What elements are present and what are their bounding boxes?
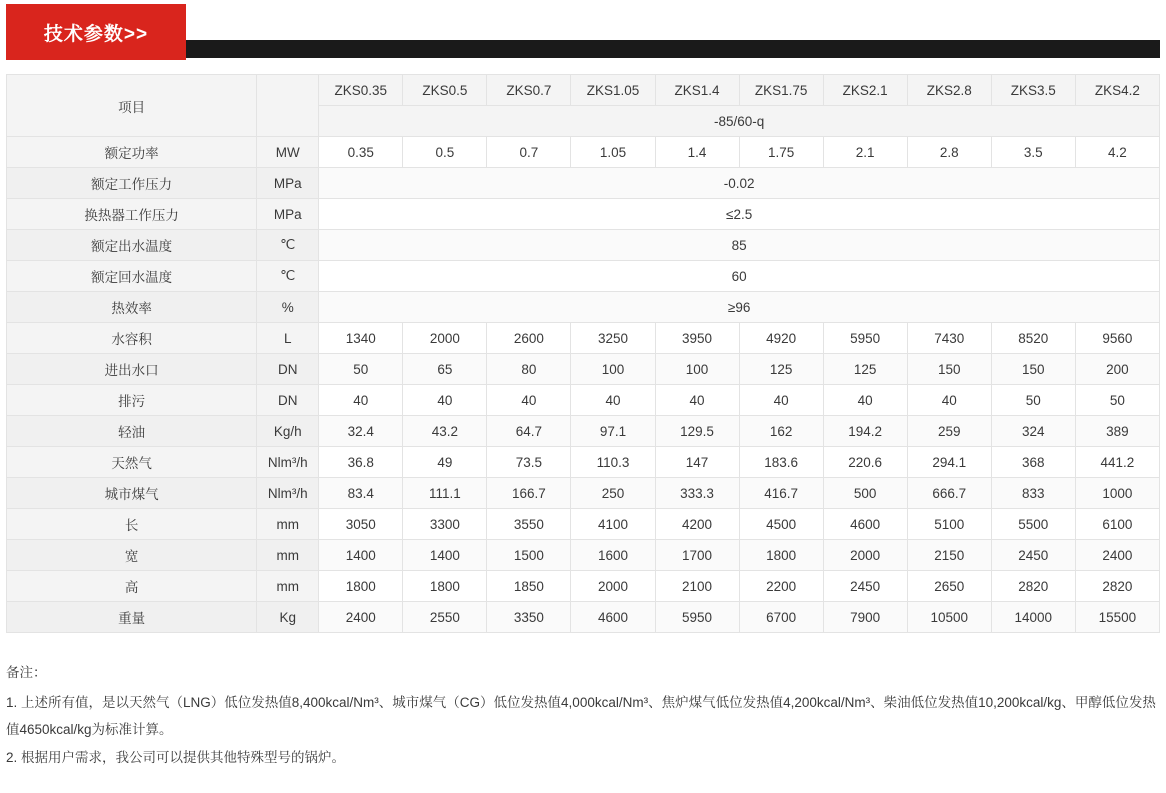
row-value: 150	[907, 354, 991, 385]
column-header-model: ZKS2.1	[823, 75, 907, 106]
row-value: 65	[403, 354, 487, 385]
row-value: 2820	[1075, 571, 1159, 602]
table-row	[7, 540, 1160, 571]
row-value: 80	[487, 354, 571, 385]
row-value: 2550	[403, 602, 487, 633]
row-value: 2150	[907, 540, 991, 571]
row-value: 2400	[319, 602, 403, 633]
row-value: 129.5	[655, 416, 739, 447]
row-unit: DN	[257, 385, 319, 416]
series-label-cell: -85/60-q	[319, 106, 1160, 137]
row-label: 换热器工作压力	[7, 199, 257, 230]
table-row	[7, 137, 1160, 168]
table-row	[7, 416, 1160, 447]
column-header-model: ZKS2.8	[907, 75, 991, 106]
row-value: 7900	[823, 602, 907, 633]
row-unit: Nlm³/h	[257, 447, 319, 478]
table-row	[7, 385, 1160, 416]
row-value: 97.1	[571, 416, 655, 447]
row-value: 500	[823, 478, 907, 509]
row-value: 0.5	[403, 137, 487, 168]
table-row	[7, 323, 1160, 354]
row-unit: mm	[257, 509, 319, 540]
row-value: 4500	[739, 509, 823, 540]
row-unit: Nlm³/h	[257, 478, 319, 509]
row-value: 4.2	[1075, 137, 1159, 168]
row-value: 162	[739, 416, 823, 447]
table-row	[7, 261, 1160, 292]
row-value: 833	[991, 478, 1075, 509]
row-value: 294.1	[907, 447, 991, 478]
row-value: 1.75	[739, 137, 823, 168]
row-label: 排污	[7, 385, 257, 416]
row-value: 0.7	[487, 137, 571, 168]
column-header-model: ZKS1.05	[571, 75, 655, 106]
row-value: 5950	[823, 323, 907, 354]
row-value: 3550	[487, 509, 571, 540]
row-label: 额定功率	[7, 137, 257, 168]
row-value: 43.2	[403, 416, 487, 447]
row-value: 1000	[1075, 478, 1159, 509]
row-value: 3350	[487, 602, 571, 633]
row-label: 城市煤气	[7, 478, 257, 509]
row-value: 2450	[991, 540, 1075, 571]
row-value: 40	[907, 385, 991, 416]
row-value: 2100	[655, 571, 739, 602]
row-value: 220.6	[823, 447, 907, 478]
row-value: 125	[823, 354, 907, 385]
row-unit: %	[257, 292, 319, 323]
row-value: 2650	[907, 571, 991, 602]
row-value: 5950	[655, 602, 739, 633]
row-value: 416.7	[739, 478, 823, 509]
table-row	[7, 478, 1160, 509]
spec-table	[6, 74, 1160, 633]
row-value-merged: ≤2.5	[319, 199, 1160, 230]
row-value: 111.1	[403, 478, 487, 509]
column-header-model: ZKS0.7	[487, 75, 571, 106]
row-value: 125	[739, 354, 823, 385]
row-label: 额定工作压力	[7, 168, 257, 199]
row-value: 110.3	[571, 447, 655, 478]
row-value: 40	[823, 385, 907, 416]
row-unit: L	[257, 323, 319, 354]
row-value: 1400	[403, 540, 487, 571]
row-value: 250	[571, 478, 655, 509]
row-value: 9560	[1075, 323, 1159, 354]
row-value: 1700	[655, 540, 739, 571]
row-unit: ℃	[257, 230, 319, 261]
row-value: 1500	[487, 540, 571, 571]
row-value: 83.4	[319, 478, 403, 509]
row-value: 3050	[319, 509, 403, 540]
row-value: 40	[739, 385, 823, 416]
row-unit: ℃	[257, 261, 319, 292]
row-label: 重量	[7, 602, 257, 633]
header-black-bar	[186, 40, 1160, 58]
row-label: 高	[7, 571, 257, 602]
row-value: 2000	[403, 323, 487, 354]
row-value-merged: ≥96	[319, 292, 1160, 323]
row-value: 49	[403, 447, 487, 478]
notes-title: 备注：	[6, 665, 47, 680]
row-value: 200	[1075, 354, 1159, 385]
table-row	[7, 602, 1160, 633]
row-value: 36.8	[319, 447, 403, 478]
row-value: 2400	[1075, 540, 1159, 571]
notes-section	[6, 659, 1160, 772]
row-unit: MPa	[257, 199, 319, 230]
row-value: 73.5	[487, 447, 571, 478]
row-label: 额定回水温度	[7, 261, 257, 292]
row-value: 166.7	[487, 478, 571, 509]
row-value: 50	[991, 385, 1075, 416]
row-value: 6100	[1075, 509, 1159, 540]
row-value: 2000	[823, 540, 907, 571]
row-value: 40	[487, 385, 571, 416]
tab-technical-parameters[interactable]	[6, 4, 186, 60]
row-value: 2.1	[823, 137, 907, 168]
row-value: 40	[403, 385, 487, 416]
row-value: 3250	[571, 323, 655, 354]
row-unit: mm	[257, 571, 319, 602]
table-row	[7, 447, 1160, 478]
column-header-model: ZKS0.5	[403, 75, 487, 106]
row-value: 147	[655, 447, 739, 478]
row-value: 1.05	[571, 137, 655, 168]
note-line-1: 1. 上述所有值，是以天然气（LNG）低位发热值8,400kcal/Nm³、城市煤气（CG）低位发热值4,000kcal/Nm³、焦炉煤气低位发热值4,200kcal/Nm³、柴油低位发热值10,200kcal/kg、甲醇低位发热值4650kcal/kg为标准计算。	[6, 694, 1156, 738]
table-row	[7, 199, 1160, 230]
row-value: 1800	[739, 540, 823, 571]
row-value-merged: 85	[319, 230, 1160, 261]
row-value: 1800	[403, 571, 487, 602]
page-header	[0, 0, 1166, 60]
row-value-merged: -0.02	[319, 168, 1160, 199]
row-value: 50	[1075, 385, 1159, 416]
row-value: 441.2	[1075, 447, 1159, 478]
table-row	[7, 168, 1160, 199]
row-unit: Kg/h	[257, 416, 319, 447]
row-unit: Kg	[257, 602, 319, 633]
note-line-2: 2. 根据用户需求，我公司可以提供其他特殊型号的锅炉。	[6, 750, 346, 766]
row-value: 3300	[403, 509, 487, 540]
row-value: 333.3	[655, 478, 739, 509]
row-value: 64.7	[487, 416, 571, 447]
column-header-model: ZKS1.4	[655, 75, 739, 106]
row-value: 324	[991, 416, 1075, 447]
table-row	[7, 230, 1160, 261]
row-value: 1850	[487, 571, 571, 602]
row-label: 水容积	[7, 323, 257, 354]
row-value: 2450	[823, 571, 907, 602]
row-value: 4200	[655, 509, 739, 540]
row-value: 1400	[319, 540, 403, 571]
row-value: 389	[1075, 416, 1159, 447]
row-unit: mm	[257, 540, 319, 571]
row-value: 2200	[739, 571, 823, 602]
row-value: 40	[655, 385, 739, 416]
row-value: 40	[319, 385, 403, 416]
row-value: 40	[571, 385, 655, 416]
row-unit: DN	[257, 354, 319, 385]
table-row	[7, 571, 1160, 602]
row-value: 2000	[571, 571, 655, 602]
row-value: 194.2	[823, 416, 907, 447]
column-header-model: ZKS0.35	[319, 75, 403, 106]
table-row	[7, 292, 1160, 323]
row-value: 368	[991, 447, 1075, 478]
row-value: 3950	[655, 323, 739, 354]
row-value: 0.35	[319, 137, 403, 168]
column-header-unit	[257, 75, 319, 137]
row-value: 3.5	[991, 137, 1075, 168]
row-value-merged: 60	[319, 261, 1160, 292]
row-value: 2600	[487, 323, 571, 354]
row-value: 666.7	[907, 478, 991, 509]
spec-table-wrapper	[6, 74, 1160, 633]
row-value: 2.8	[907, 137, 991, 168]
row-value: 5500	[991, 509, 1075, 540]
row-value: 8520	[991, 323, 1075, 354]
row-value: 1340	[319, 323, 403, 354]
spec-table-body	[7, 137, 1160, 633]
row-value: 100	[655, 354, 739, 385]
row-value: 5100	[907, 509, 991, 540]
row-value: 100	[571, 354, 655, 385]
table-row	[7, 354, 1160, 385]
row-label: 长	[7, 509, 257, 540]
row-value: 4600	[823, 509, 907, 540]
row-label: 轻油	[7, 416, 257, 447]
row-value: 50	[319, 354, 403, 385]
row-value: 150	[991, 354, 1075, 385]
row-value: 7430	[907, 323, 991, 354]
row-value: 15500	[1075, 602, 1159, 633]
row-value: 183.6	[739, 447, 823, 478]
row-value: 32.4	[319, 416, 403, 447]
row-value: 4600	[571, 602, 655, 633]
row-value: 10500	[907, 602, 991, 633]
column-header-model: ZKS3.5	[991, 75, 1075, 106]
spec-table-head	[7, 75, 1160, 137]
row-value: 6700	[739, 602, 823, 633]
column-header-item: 项目	[7, 75, 257, 137]
row-unit: MW	[257, 137, 319, 168]
row-unit: MPa	[257, 168, 319, 199]
row-value: 1600	[571, 540, 655, 571]
row-value: 14000	[991, 602, 1075, 633]
table-row	[7, 509, 1160, 540]
row-label: 额定出水温度	[7, 230, 257, 261]
row-value: 4920	[739, 323, 823, 354]
row-label: 天然气	[7, 447, 257, 478]
row-value: 259	[907, 416, 991, 447]
row-label: 宽	[7, 540, 257, 571]
row-label: 热效率	[7, 292, 257, 323]
row-value: 1800	[319, 571, 403, 602]
tab-technical-parameters-label: 技术参数>>	[43, 23, 149, 45]
column-header-model: ZKS1.75	[739, 75, 823, 106]
row-value: 4100	[571, 509, 655, 540]
row-value: 2820	[991, 571, 1075, 602]
row-value: 1.4	[655, 137, 739, 168]
column-header-model: ZKS4.2	[1075, 75, 1159, 106]
row-label: 进出水口	[7, 354, 257, 385]
table-header-row	[7, 75, 1160, 106]
